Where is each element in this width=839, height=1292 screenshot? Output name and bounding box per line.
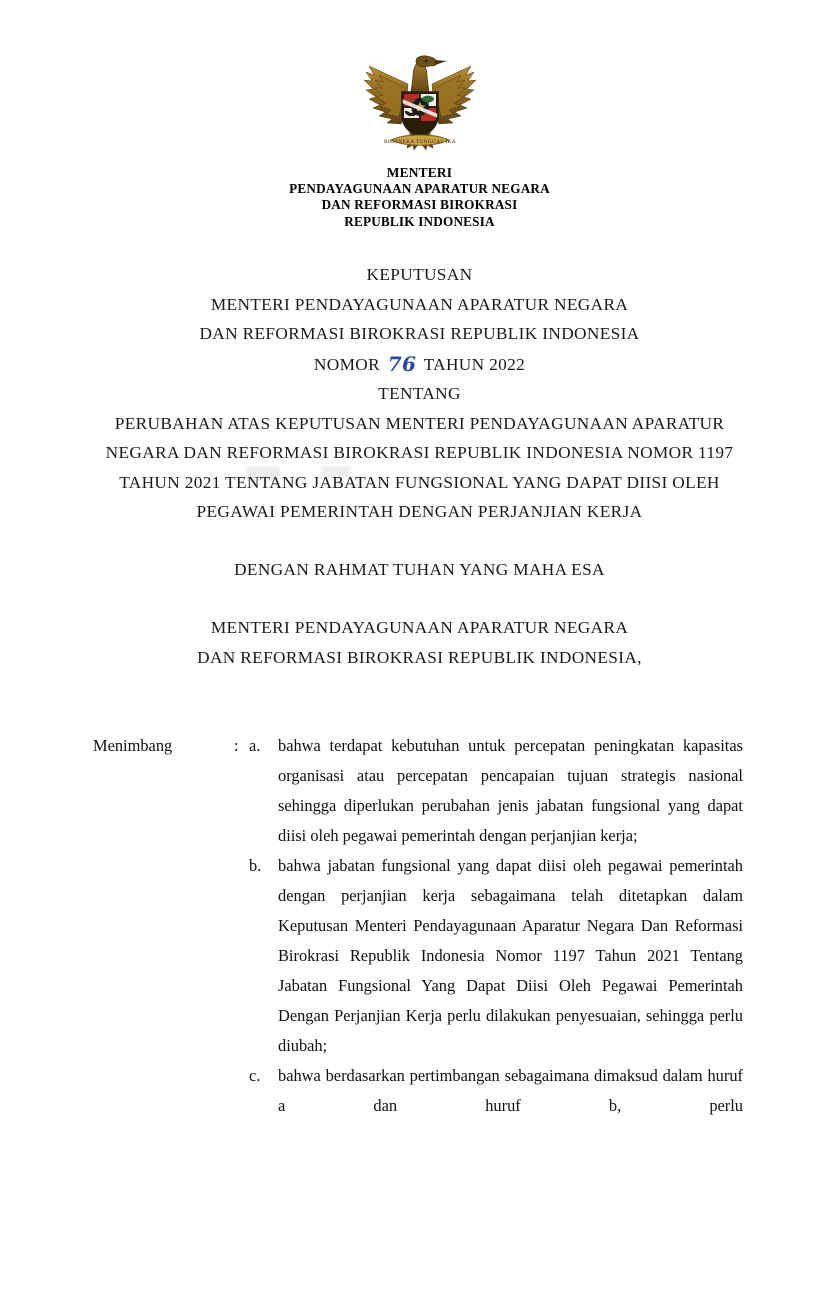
title-subject-line-4: PEGAWAI PEMERINTAH DENGAN PERJANJIAN KERJA	[196, 502, 643, 521]
item-text-a: bahwa terdapat kebutuhan untuk percepatan peningkatan kapasitas organisasi atau percepatan pencapaian tujuan strategis nasional sehingga diperlukan perubahan jenis jabatan fungsional yang dapat diisi oleh pegawai pemerintah dengan perjanjian kerja;	[278, 736, 743, 845]
title-keputusan: KEPUTUSAN	[366, 265, 473, 284]
item-text-c: bahwa berdasarkan pertimbangan sebagaimana dimaksud dalam huruf a dan huruf b, perlu	[278, 1066, 743, 1115]
title-subject-line-3: TAHUN 2021 TENTANG JABATAN FUNGSIONAL YANG DAPAT DIISI OLEH	[119, 472, 720, 492]
considerations-colon: :	[234, 736, 239, 755]
item-marker-b: b.	[249, 856, 262, 875]
title-tentang: TENTANG	[378, 384, 461, 403]
letterhead-line-2: PENDAYAGUNAAN APARATUR NEGARA	[289, 181, 550, 197]
title-subject-line-2: NEGARA DAN REFORMASI BIROKRASI REPUBLIK INDONESIA NOMOR 1197	[105, 443, 734, 462]
signatory-heading	[0, 613, 839, 672]
item-text-b: bahwa jabatan fungsional yang dapat diisi oleh pegawai pemerintah dengan perjanjian kerja sebagaimana telah ditetapkan dalam Keputusan Menteri Pendayagunaan Aparatur Negara Dan Reformasi Birokrasi Republik Indonesia Nomor 1197 Tahun 2021 Tentang Jabatan Fungsional Yang Dapat Diisi Oleh Pegawai Pemerintah Dengan Perjanjian Kerja perlu dilakukan penyesuaian, sehingga perlu diubah;	[278, 856, 743, 1055]
letterhead	[0, 165, 839, 230]
item-marker-a: a.	[249, 736, 261, 755]
nomor-prefix-label: NOMOR	[313, 354, 381, 374]
decree-number-handwritten: 76	[387, 351, 417, 376]
title-ministry-line-2: DAN REFORMASI BIROKRASI REPUBLIK INDONESIA	[199, 324, 640, 343]
letterhead-line-1: MENTERI	[386, 165, 453, 180]
letterhead-line-4: REPUBLIK INDONESIA	[344, 213, 495, 229]
considerations-section	[0, 731, 839, 1121]
invocation-line: DENGAN RAHMAT TUHAN YANG MAHA ESA	[234, 560, 605, 579]
consideration-item-c	[0, 1061, 839, 1121]
letterhead-line-3: DAN REFORMASI BIROKRASI	[321, 197, 518, 213]
garuda-pancasila-emblem	[361, 48, 479, 158]
nomor-suffix-label: TAHUN 2022	[423, 354, 526, 374]
decree-title-block	[0, 260, 839, 527]
svg-text:BHINNEKA TUNGGAL IKA: BHINNEKA TUNGGAL IKA	[383, 139, 456, 145]
considerations-label: Menimbang	[93, 736, 173, 755]
consideration-item-a	[0, 731, 839, 851]
item-marker-c: c.	[249, 1066, 261, 1085]
signatory-line-1: MENTERI PENDAYAGUNAAN APARATUR NEGARA	[210, 618, 629, 637]
emblem-container	[0, 48, 839, 163]
title-ministry-line-1: MENTERI PENDAYAGUNAAN APARATUR NEGARA	[210, 294, 629, 314]
consideration-item-b	[0, 851, 839, 1061]
title-subject-line-1: PERUBAHAN ATAS KEPUTUSAN MENTERI PENDAYAGUNAAN APARATUR	[114, 413, 725, 433]
decree-number-line	[0, 349, 839, 380]
signatory-line-2: DAN REFORMASI BIROKRASI REPUBLIK INDONESIA,	[197, 647, 642, 667]
